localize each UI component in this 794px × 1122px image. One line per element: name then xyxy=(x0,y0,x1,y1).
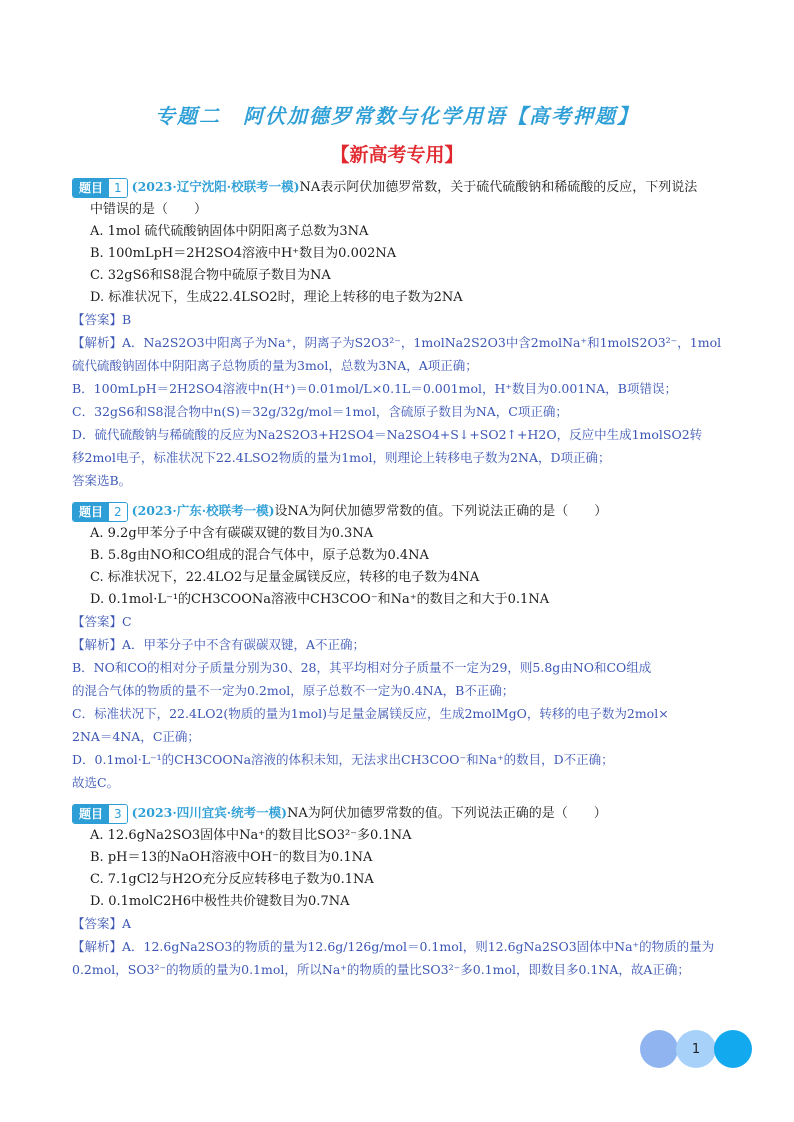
explanation-line: D．硫代硫酸钠与稀硫酸的反应为Na2S2O3+H2SO4＝Na2SO4+S↓+SO2↑+H2O，反应中生成1molSO2转 xyxy=(72,427,703,442)
page-title: 专题二 阿伏加德罗常数与化学用语【高考押题】 xyxy=(155,104,639,128)
question-source: (2023·四川宜宾·统考一模) xyxy=(131,805,287,820)
option-c: C. 32gS6和S8混合物中硫原子数目为NA xyxy=(90,268,331,283)
explanation-line: C．32gS6和S8混合物中n(S)＝32g/32g/mol＝1mol，含硫原子数目为NA，C项正确； xyxy=(72,404,568,419)
explanation-line: B．NO和CO的相对分子质量分别为30、28，其平均相对分子质量不一定为29，则5.8g由NO和CO组成 xyxy=(72,660,652,675)
question-badge: 题目 2 xyxy=(72,502,128,522)
question-stem-cont: 中错误的是（ ） xyxy=(90,202,208,217)
question-stem: NA为阿伏加德罗常数的值。下列说法正确的是（ ） xyxy=(286,806,607,821)
question-1 xyxy=(72,176,732,492)
option-c: C. 7.1gCl2与H2O充分反应转移电子数为0.1NA xyxy=(90,872,374,887)
explanation-line: 答案选B。 xyxy=(72,473,132,488)
question-2 xyxy=(72,500,732,794)
explanation-line: B．100mLpH＝2H2SO4溶液中n(H⁺)＝0.01mol/L×0.1L＝0.001mol，H⁺数目为0.001NA，B项错误； xyxy=(72,381,677,396)
option-b: B. 5.8g由NO和CO组成的混合气体中，原子总数为0.4NA xyxy=(90,548,429,563)
explanation-line: 【解析】A．Na2S2O3中阳离子为Na⁺，阴离子为S2O3²⁻，1molNa2S2O3中含2molNa⁺和1molS2O3²⁻，1mol xyxy=(72,335,722,350)
answer: 【答案】A xyxy=(72,916,132,931)
option-a: A. 12.6gNa2SO3固体中Na⁺的数目比SO3²⁻多0.1NA xyxy=(90,828,412,843)
explanation-line: 0.2mol，SO3²⁻的物质的量为0.1mol，所以Na⁺的物质的量比SO3²⁻多0.1mol，即数目多0.1NA，故A正确； xyxy=(72,962,690,977)
page-number-decoration xyxy=(640,1030,752,1068)
option-c: C. 标准状况下，22.4LO2与足量金属镁反应，转移的电子数为4NA xyxy=(90,570,480,585)
question-stem: NA表示阿伏加德罗常数，关于硫代硫酸钠和稀硫酸的反应，下列说法 xyxy=(299,180,698,195)
page-number: 1 xyxy=(676,1030,716,1068)
question-badge: 题目 3 xyxy=(72,804,128,824)
explanation-line: 移2mol电子，标准状况下22.4LSO2物质的量为1mol，则理论上转移电子数为2NA，D项正确； xyxy=(72,450,611,465)
decor-circle-left xyxy=(640,1030,678,1068)
question-source: (2023·广东·校联考一模) xyxy=(131,503,275,518)
option-b: B. 100mLpH＝2H2SO4溶液中H⁺数目为0.002NA xyxy=(90,246,397,261)
option-d: D. 0.1molC2H6中极性共价键数目为0.7NA xyxy=(90,894,350,909)
question-source: (2023·辽宁沈阳·校联考一模) xyxy=(131,179,300,194)
question-3 xyxy=(72,802,732,981)
answer: 【答案】C xyxy=(72,614,132,629)
explanation-line: 2NA＝4NA，C正确； xyxy=(72,729,200,744)
explanation-line: 【解析】A．12.6gNa2SO3的物质的量为12.6g/126g/mol＝0.1mol，则12.6gNa2SO3固体中Na⁺的物质的量为 xyxy=(72,939,715,954)
option-d: D. 标准状况下，生成22.4LSO2时，理论上转移的电子数为2NA xyxy=(90,290,463,305)
option-a: A. 9.2g甲苯分子中含有碳碳双键的数目为0.3NA xyxy=(90,526,374,541)
option-b: B. pH＝13的NaOH溶液中OH⁻的数目为0.1NA xyxy=(90,850,373,865)
explanation-line: 【解析】A．甲苯分子中不含有碳碳双键，A不正确； xyxy=(72,637,366,652)
question-badge: 题目 1 xyxy=(72,178,128,198)
explanation-line: D．0.1mol·L⁻¹的CH3COONa溶液的体积未知，无法求出CH3COO⁻和Na⁺的数目，D不正确； xyxy=(72,752,614,767)
questions-content xyxy=(72,172,732,981)
explanation-line: 硫代硫酸钠固体中阴阳离子总物质的量为3mol，总数为3NA，A项正确； xyxy=(72,358,478,373)
explanation-line: 故选C。 xyxy=(72,775,120,790)
option-a: A. 1mol 硫代硫酸钠固体中阴阳离子总数为3NA xyxy=(90,224,369,239)
page-subtitle: 【新高考专用】 xyxy=(330,144,464,166)
option-d: D. 0.1mol·L⁻¹的CH3COONa溶液中CH3COO⁻和Na⁺的数目之和大于0.1NA xyxy=(90,592,550,607)
explanation-line: 的混合气体的物质的量不一定为0.2mol，原子总数不一定为0.4NA，B不正确； xyxy=(72,683,515,698)
decor-circle-right xyxy=(714,1030,752,1068)
answer: 【答案】B xyxy=(72,312,132,327)
explanation-line: C．标准状况下，22.4LO2(物质的量为1mol)与足量金属镁反应，生成2molMgO，转移的电子数为2mol× xyxy=(72,706,669,721)
question-stem: 设NA为阿伏加德罗常数的值。下列说法正确的是（ ） xyxy=(274,504,608,519)
